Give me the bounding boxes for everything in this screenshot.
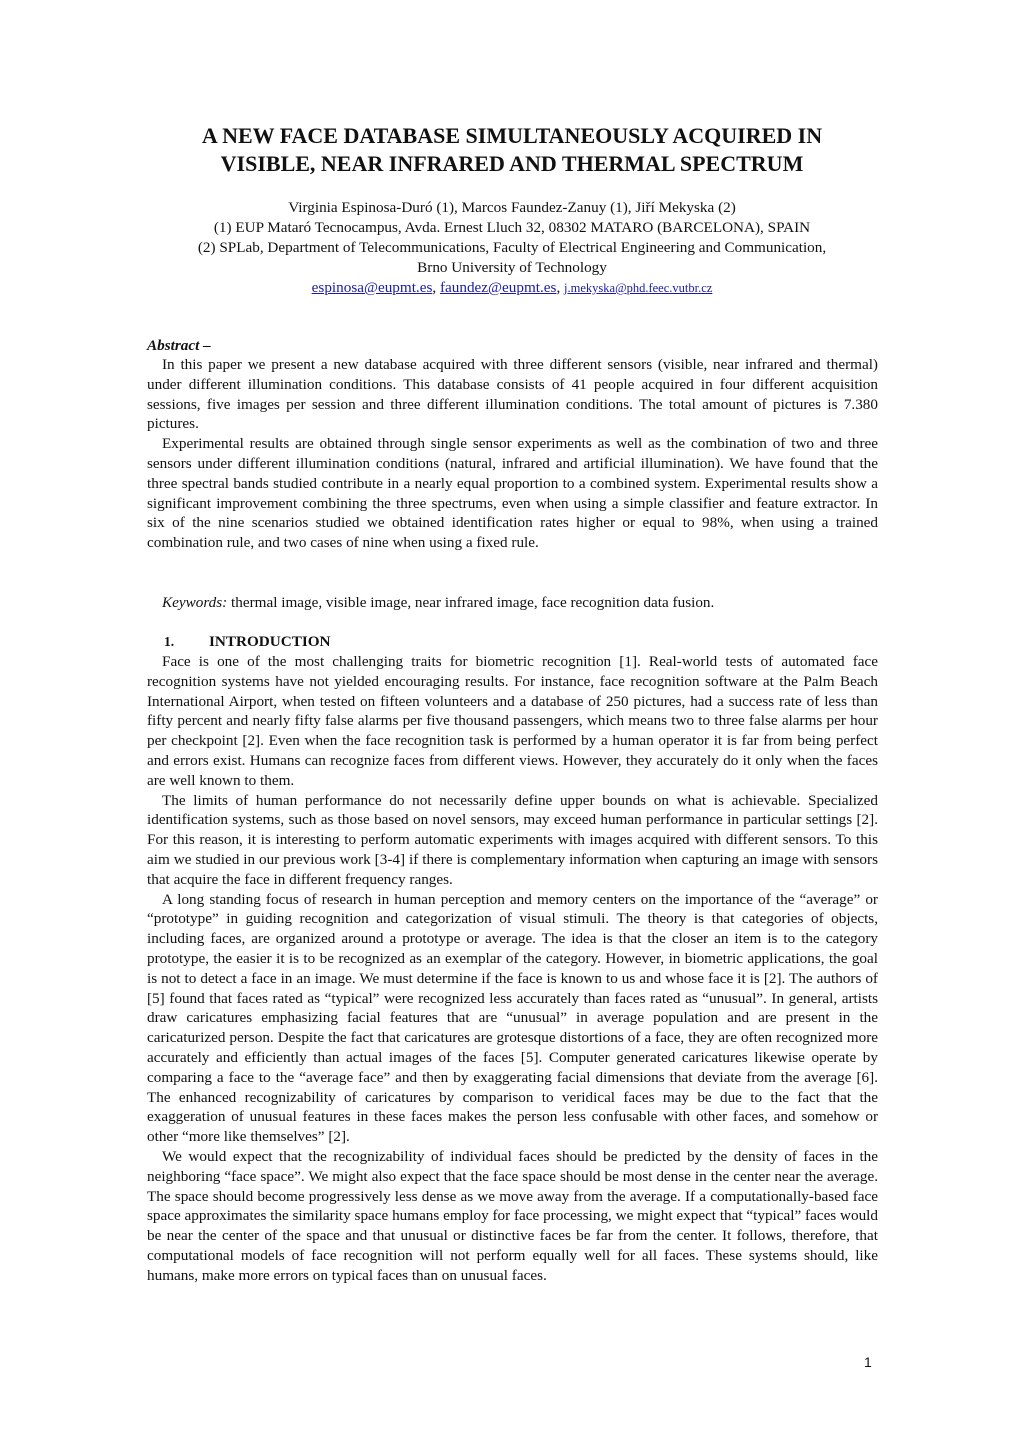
title-line-2: VISIBLE, NEAR INFRARED AND THERMAL SPECTRUM — [220, 151, 804, 176]
email-separator: , — [556, 279, 565, 296]
email-link-espinosa[interactable]: espinosa@eupmt.es — [311, 279, 433, 296]
section-heading-introduction — [164, 632, 331, 652]
email-link-mekyska[interactable]: j.mekyska@phd.feec.vutbr.cz — [564, 281, 713, 295]
affiliation-2-line-1: (2) SPLab, Department of Telecommunications, Faculty of Electrical Engineering and Communication, — [197, 239, 827, 256]
intro-paragraph-3: A long standing focus of research in human perception and memory centers on the importance of the “average” or “prototype” in guiding recognition and categorization of visual stimuli. The theory is that categories of objects, including faces, are organized around a prototype or average. The idea is that the closer an item is to the category prototype, the easier it is to be recognized as an exemplar of the category. However, in biometric applications, the goal is not to detect a face in an image. We must determine if the face is known to us and whose face it is [2]. The authors of [5] found that faces rated as “typical” were recognized less accurately than faces rated as “unusual”. In general, artists draw caricatures emphasizing facial features that are “unusual” in average population and are present in the caricaturized person. Despite the fact that caricatures are grotesque distortions of a face, they are often recognized more accurately and efficiently than actual images of the faces [5]. Computer generated caricatures likewise operate by comparing a face to the “average face” and then by exaggerating facial dimensions that deviate from the average [6]. The enhanced recognizability of caricatures by comparison to veridical faces may be due to the fact that the exaggeration of unusual features in these faces makes the person less confusable with other faces, and somehow or other “more like themselves” [2]. — [147, 890, 878, 1146]
abstract-heading: Abstract – — [147, 337, 211, 354]
intro-paragraph-2: The limits of human performance do not necessarily define upper bounds on what is achievable. Specialized identification systems, such as those based on novel sensors, may exceed human performance in particular settings [2]. For this reason, it is interesting to perform automatic experiments with images acquired with different sensors. To this aim we studied in our previous work [3-4] if there is complementary information when capturing an image with sensors that acquire the face in different frequency ranges. — [147, 791, 878, 888]
paper-title — [100, 122, 924, 178]
page-number: 1 — [864, 1354, 872, 1370]
section-title: INTRODUCTION — [209, 633, 331, 650]
abstract-paragraph-1: In this paper we present a new database acquired with three different sensors (visible, near infrared and thermal) under different illumination conditions. This database consists of 41 people acquired in four different acquisition sessions, five images per session and three different illumination conditions. The total amount of pictures is 7.380 pictures. — [147, 356, 878, 433]
author-block — [100, 198, 924, 298]
title-line-1: A NEW FACE DATABASE SIMULTANEOUSLY ACQUIRED IN — [201, 123, 823, 148]
email-list — [100, 278, 924, 298]
keywords-line — [162, 593, 714, 613]
keywords-text: thermal image, visible image, near infrared image, face recognition data fusion. — [227, 594, 715, 611]
intro-paragraph-1: Face is one of the most challenging traits for biometric recognition [1]. Real-world tests of automated face recognition systems have not yielded encouraging results. For instance, face recognition software at the Palm Beach International Airport, when tested on fifteen volunteers and a database of 250 pictures, had a success rate of less than fifty percent and nearly fifty false alarms per five thousand passengers, which means two to three false alarms per hour per checkpoint [2]. Even when the face recognition task is performed by a human operator it is far from being perfect and errors exist. Humans can recognize faces from different views. However, they accurately do it only when the faces are well known to them. — [147, 653, 878, 789]
intro-paragraph-4: We would expect that the recognizability of individual faces should be predicted by the density of faces in the neighboring “face space”. We might also expect that the face space should be most dense in the center near the average. The space should become progressively less dense as we move away from the average. If a computationally-based face space approximates the similarity space humans employ for face processing, we might expect that “typical” faces would be near the center of the space and that unusual or distinctive faces be far from the center. It follows, therefore, that computational models of face recognition will not perform equally well for all faces. These systems should, like humans, make more errors on typical faces than on unusual faces. — [147, 1147, 878, 1284]
author-list: Virginia Espinosa-Duró (1), Marcos Faundez-Zanuy (1), Jiří Mekyska (2) — [288, 199, 736, 216]
abstract-paragraph-2: Experimental results are obtained through single sensor experiments as well as the combination of two and three sensors under different illumination conditions (natural, infrared and artificial illumination). We have found that the three spectral bands studied contribute in a nearly equal proportion to a combined system. Experimental results show a significant improvement combining the three spectrums, even when using a simple classifier and feature extractor. In six of the nine scenarios studied we obtained identification rates higher or equal to 98%, when using a trained combination rule, and two cases of nine when using a fixed rule. — [147, 435, 878, 552]
affiliation-1: (1) EUP Mataró Tecnocampus, Avda. Ernest Lluch 32, 08302 MATARO (BARCELONA), SPAIN — [213, 219, 811, 236]
section-number: 1. — [164, 634, 175, 649]
affiliation-2-line-2: Brno University of Technology — [417, 259, 607, 276]
keywords-label: Keywords: — [162, 594, 228, 611]
abstract-body — [147, 355, 878, 553]
email-link-faundez[interactable]: faundez@eupmt.es — [439, 279, 557, 296]
introduction-body — [147, 652, 878, 1286]
email-separator: , — [432, 279, 440, 296]
